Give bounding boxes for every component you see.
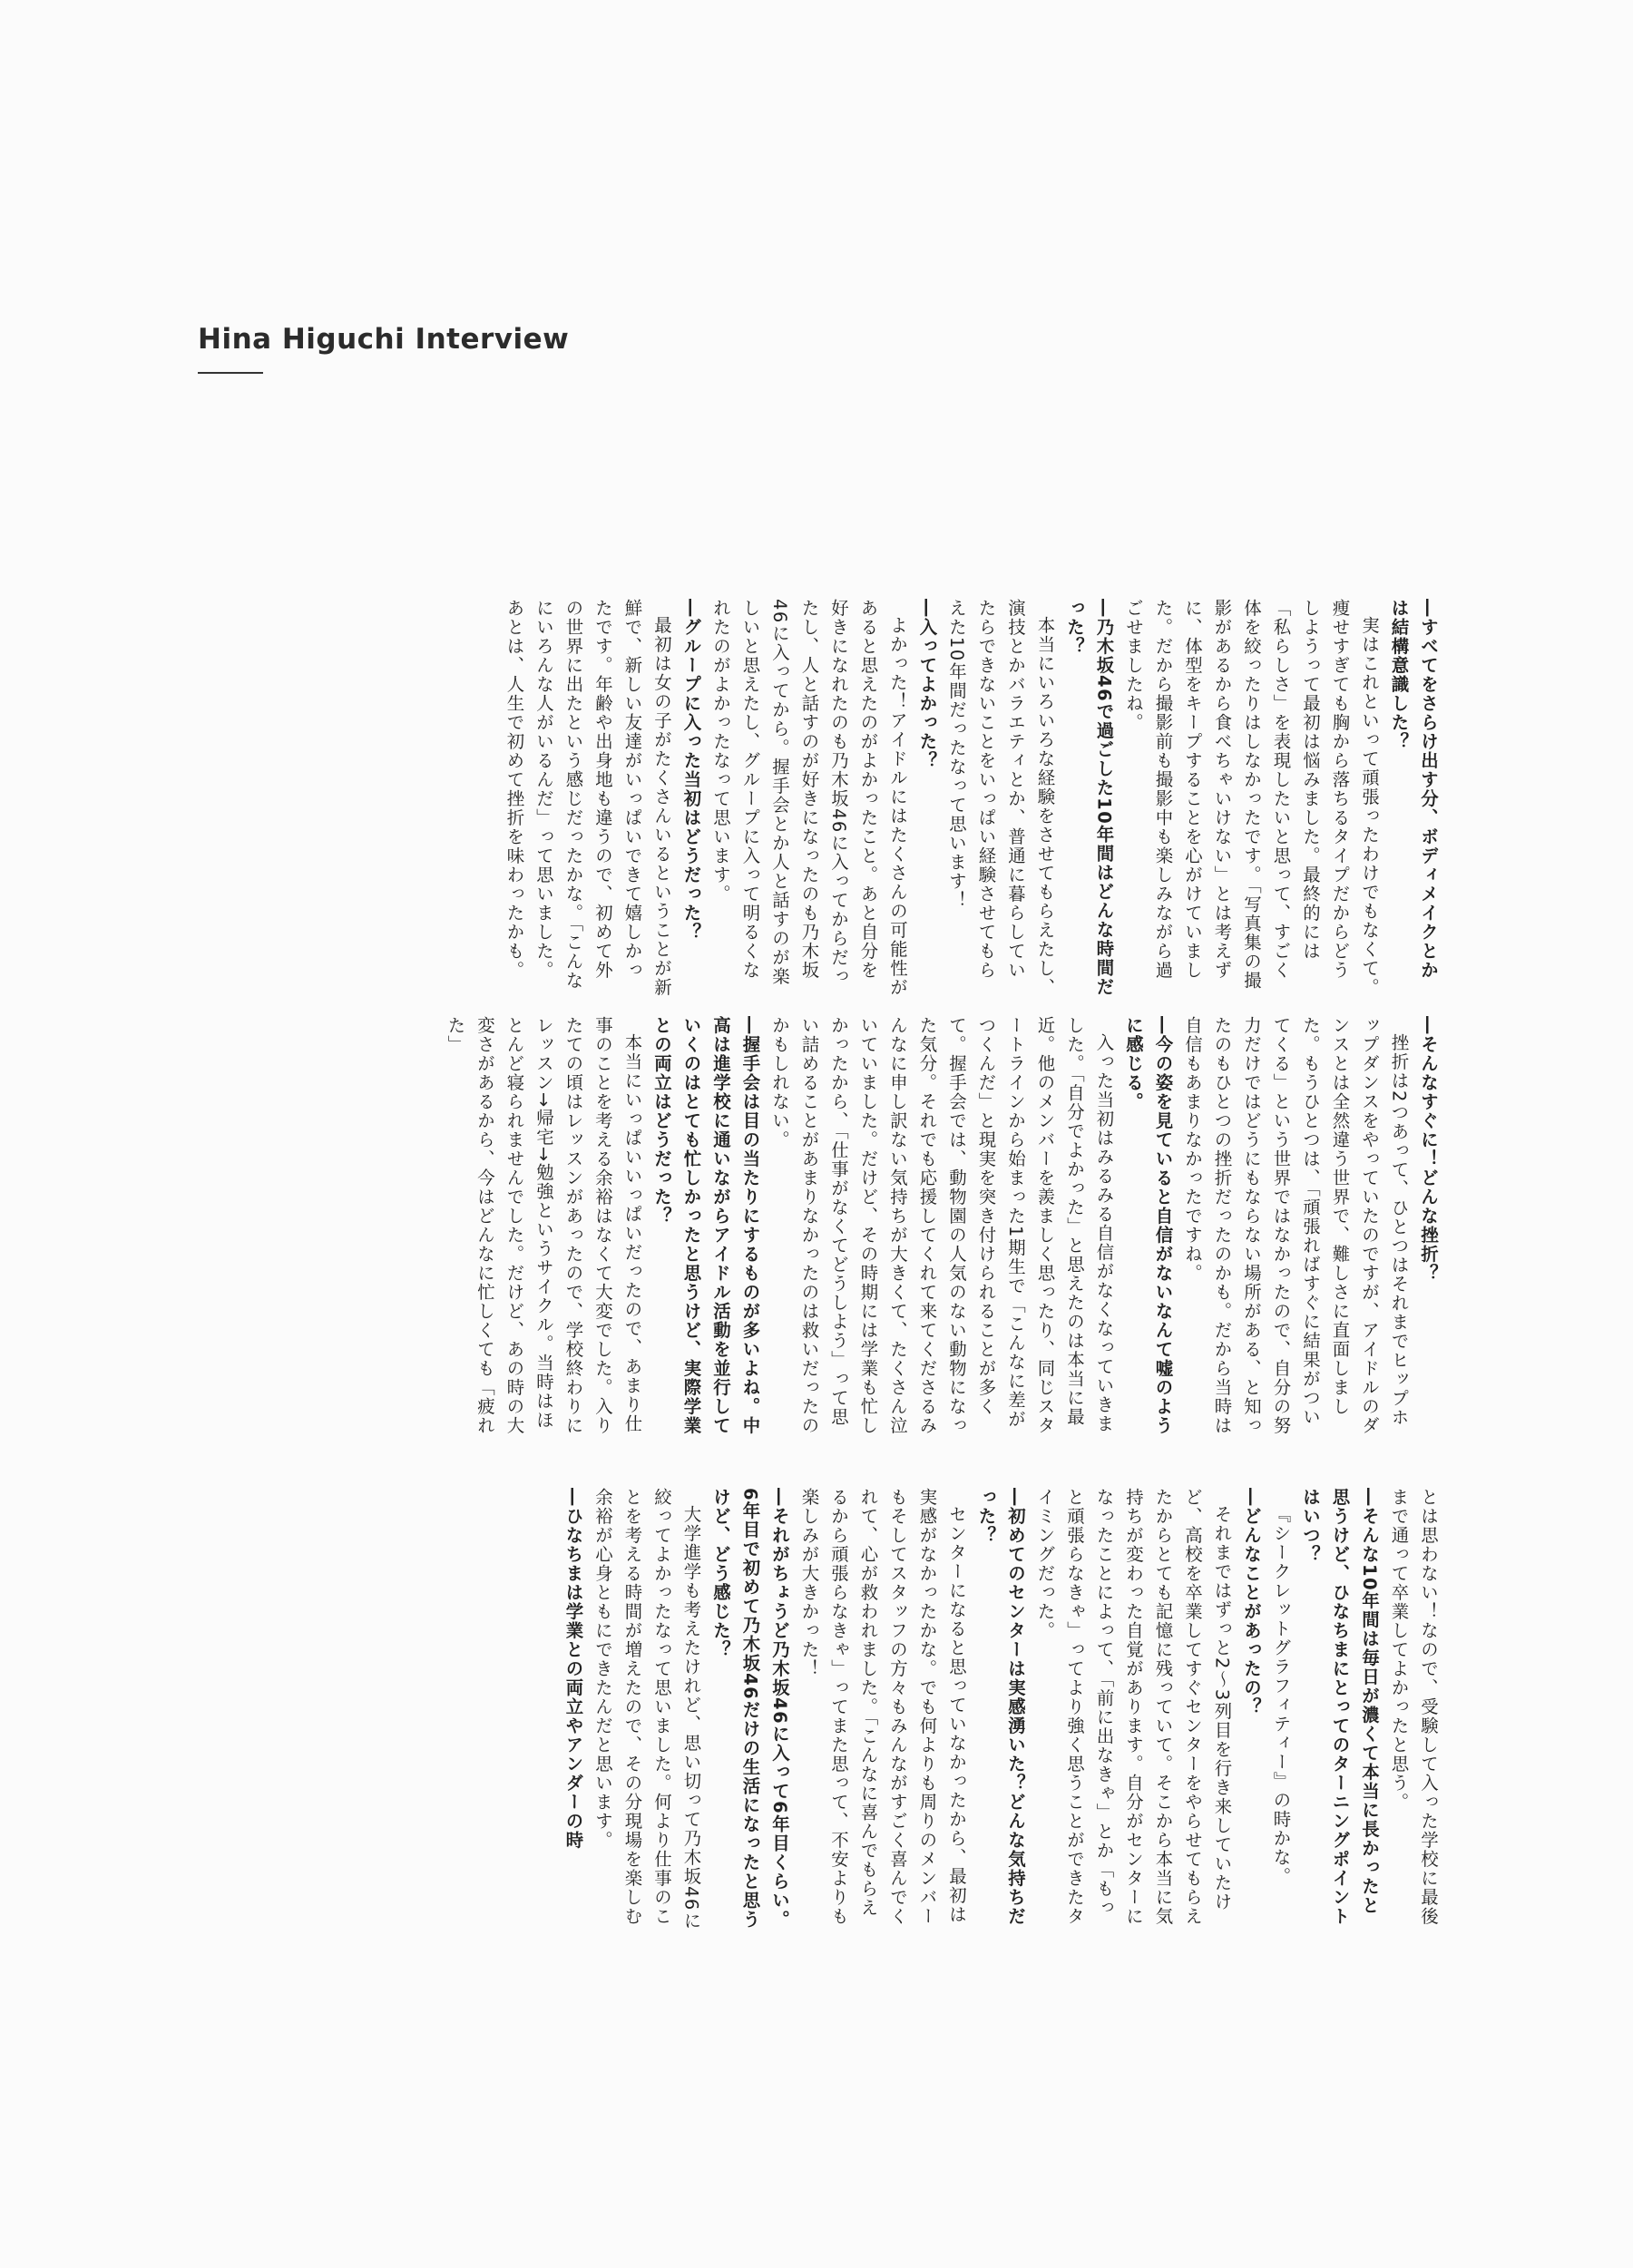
- question-text: ―乃木坂46で過ごした10年間はどんな時間だった？: [1064, 599, 1115, 997]
- question-text: ―握手会は目の当たりにするものが多いよね。中高は進学校に通いながらアイドル活動を並行していくのはとても忙しかったと思うけど、実際学業との両立はどうだった？: [651, 1016, 761, 1435]
- text-block-top: [181, 599, 1442, 998]
- question-text: ―そんな10年間は毎日が濃くて本当に長かったと思うけど、ひなちまにとってのターニングポイントはいつ？: [1300, 1488, 1380, 1926]
- question-text: ―入ってよかった？: [916, 599, 938, 770]
- answer-text: センターになると思っていなかったから、最初は実感がなかったかな。でも何よりも周りのメンバーもそしてスタッフの方々もみんながすごく喜んでくれて、心が救われました。「こんなに喜んでもらえるから頑張らなきゃ」ってまた思って、不安よりも楽しみが大きかった！: [798, 1488, 967, 1926]
- text-block-middle: [181, 1016, 1442, 1438]
- answer-text: それまではずっと2〜3列目を行き来していたけど、高校を卒業してすぐセンターをやらせてもらえたからとても記憶に残っていて。そこから本当に気持ちが変わった自覚があります。自分がセンターになったことによって、「前に出なきゃ」とか「もっと頑張らなきゃ」ってより強く思うことができたタイミングだった。: [1034, 1488, 1233, 1926]
- question-text: ―それがちょうど乃木坂46に入って6年目くらい。6年目で初めて乃木坂46だけの生活になったと思うけど、どう感じた？: [710, 1488, 790, 1930]
- answer-text: よかった！アイドルにはたくさんの可能性があると思えたのがよかったこと。あと自分を好きになれたのも乃木坂46に入ってからだったし、人と話すのが好きになったのも乃木坂46に入ってから。握手会とか人と話すのが楽しいと思えたし、グループに入って明るくなれたのがよかったなって思います。: [710, 599, 908, 998]
- answer-text: 本当にいっぱいいっぱいだったので、あまり仕事のことを考える余裕はなくて大変でした。入りたての頃はレッスンがあったので、学校終わりにレッスン→帰宅→勉強というサイクル。当時はほとんど寝られませんでした。だけど、あの時の大変さがあるから、今はどんなに忙しくても「疲れた」: [445, 1016, 643, 1435]
- text-block-bottom: [181, 1488, 1442, 1932]
- answer-text: 実はこれといって頑張ったわけでもなくて。痩せすぎても胸から落ちるタイプだからどうしようって最初は悩みました。最終的には「私らしさ」を表現したいと思って、すごく体を絞ったりはしなかったです。「写真集の撮影があるから食べちゃいけない」とは考えずに、体型をキープすることを心がけていました。だから撮影前も撮影中も楽しみながら過ごせましたね。: [1123, 599, 1380, 998]
- question-text: ―ひなちまは学業との両立やアンダーの時: [562, 1488, 584, 1850]
- answer-text: 入った当初はみるみる自信がなくなっていきました。「自分でよかった」と思えたのは本当に最近。他のメンバーを羨ましく思ったり、同じスタートラインから始まった1期生で「こんなに差がつくんだ」と現実を突き付けられることが多くて。握手会では、動物園の人気のない動物になった気分。それでも応援してくれて来てくださるみんなに申し訳ない気持ちが大きくて、たくさん泣いていました。だけど、その時期には学業も忙しかったから、「仕事がなくてどうしよう」って思い詰めることがあまりなかったのは救いだったのかもしれない。: [769, 1016, 1115, 1435]
- question-text: ―すべてをさらけ出す分、ボディメイクとかは結構意識した？: [1388, 599, 1439, 980]
- question-text: ―初めてのセンターは実感湧いた？どんな気持ちだった？: [975, 1488, 1026, 1926]
- answer-text: 本当にいろいろな経験をさせてもらえたし、演技とかバラエティとか、普通に暮らしていたらできないことをいっぱい経験させてもらえた10年間だったなって思います！: [946, 599, 1056, 998]
- answer-text: 『シークレットグラフィティー』の時かな。: [1270, 1505, 1292, 1887]
- question-text: ―どんなことがあったの？: [1241, 1488, 1262, 1716]
- question-text: ―そんなすぐに！どんな挫折？: [1418, 1016, 1439, 1283]
- answer-text-continued: とは思わない！なので、受験して入った学校に最後まで通って卒業してよかったと思う。: [1388, 1488, 1439, 1926]
- answer-text: 大学進学も考えたけれど、思い切って乃木坂46に絞ってよかったなって思いました。何より仕事のことを考える時間が増えたので、その分現場を楽しむ余裕が心身ともにできたんだと思います。: [592, 1488, 702, 1931]
- answer-text: 最初は女の子がたくさんいるということが新鮮で、新しい友達がいっぱいできて嬉しかったです。年齢や出身地も違うので、初めて外の世界に出たという感じだったかな。「こんなにいろんな人がいるんだ」って思いました。あとは、人生で初めて挫折を味わったかも。: [504, 599, 672, 998]
- answer-text: 挫折は2つあって、ひとつはそれまでヒップホップダンスをやっていたのですが、アイドルのダンスとは全然違う世界で、難しさに直面しました。もうひとつは、「頑張ればすぐに結果がついてくる」という世界ではなかったので、自分の努力だけではどうにもならない場所がある、と知ったのもひとつの挫折だったのかも。だから当時は自信もあまりなかったですね。: [1182, 1016, 1410, 1435]
- question-text: ―グループに入った当初はどうだった？: [680, 599, 702, 942]
- page-title: Hina Higuchi Interview: [198, 323, 570, 356]
- title-underline: [198, 372, 263, 374]
- question-text: ―今の姿を見ていると自信がないなんて嘘のように感じる。: [1123, 1016, 1174, 1435]
